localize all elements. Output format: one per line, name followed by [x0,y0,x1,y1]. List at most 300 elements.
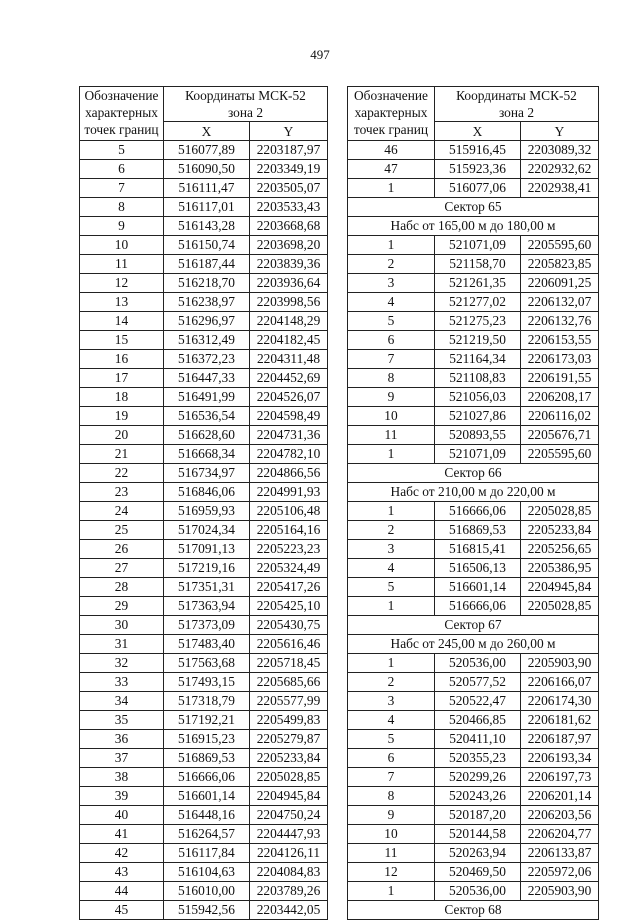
coord-y: 2206153,55 [521,331,599,350]
point-id: 1 [348,654,435,673]
table-row [348,578,599,597]
table-row [348,350,599,369]
table-row [80,616,328,635]
coord-y: 2206091,25 [521,274,599,293]
header-line: точек границ [84,122,159,137]
coord-x: 520536,00 [435,882,521,901]
coord-x: 516668,34 [164,445,250,464]
table-row [80,464,328,483]
table-row [348,749,599,768]
table-row [80,730,328,749]
coord-x: 516312,49 [164,331,250,350]
table-row [348,540,599,559]
coord-x: 516666,06 [435,502,521,521]
coord-x: 516090,50 [164,160,250,179]
point-id: 5 [348,578,435,597]
coord-y: 2204945,84 [250,787,328,806]
coord-y: 2205903,90 [521,654,599,673]
table-row [80,559,328,578]
coord-y: 2205106,48 [250,502,328,521]
header-point-label [348,87,435,141]
coord-x: 517219,16 [164,559,250,578]
point-id: 3 [348,692,435,711]
coord-y: 2204311,48 [250,350,328,369]
table-row [80,635,328,654]
header-x: X [435,122,521,141]
table-row [80,768,328,787]
coord-y: 2205595,60 [521,445,599,464]
point-id: 6 [348,331,435,350]
point-id: 5 [348,730,435,749]
section-row [348,901,599,920]
section-label: Набс от 245,00 м до 260,00 м [348,635,599,654]
coord-y: 2205386,95 [521,559,599,578]
coord-y: 2202938,41 [521,179,599,198]
coord-y: 2206132,07 [521,293,599,312]
point-id: 8 [348,787,435,806]
coord-x: 516010,00 [164,882,250,901]
table-row [80,236,328,255]
point-id: 32 [80,654,164,673]
coord-y: 2205616,46 [250,635,328,654]
point-id: 1 [348,597,435,616]
coord-y: 2205823,85 [521,255,599,274]
coord-y: 2206201,14 [521,787,599,806]
table-row [80,502,328,521]
coord-y: 2204945,84 [521,578,599,597]
coord-y: 2203533,43 [250,198,328,217]
header-x: X [164,122,250,141]
header-line: зона 2 [498,105,535,120]
coord-x: 516143,28 [164,217,250,236]
table-row [348,388,599,407]
table-row [80,179,328,198]
table-row [80,160,328,179]
header-coordinates-title [435,87,599,122]
table-row [348,597,599,616]
coord-x: 516869,53 [435,521,521,540]
coord-y: 2205718,45 [250,654,328,673]
table-row [80,692,328,711]
coord-y: 2206133,87 [521,844,599,863]
coord-y: 2203349,19 [250,160,328,179]
coord-y: 2205972,06 [521,863,599,882]
table-row [80,673,328,692]
coord-x: 521275,23 [435,312,521,331]
header-y: Y [250,122,328,141]
coord-x: 521071,09 [435,445,521,464]
table-row [348,274,599,293]
table-row [80,483,328,502]
coord-y: 2204731,36 [250,426,328,445]
coord-x: 516117,01 [164,198,250,217]
table-row [348,502,599,521]
coord-y: 2205233,84 [250,749,328,768]
table-row [348,141,599,160]
coord-x: 517351,31 [164,578,250,597]
coord-y: 2204782,10 [250,445,328,464]
table-row [348,654,599,673]
point-id: 26 [80,540,164,559]
point-id: 29 [80,597,164,616]
coord-y: 2203998,56 [250,293,328,312]
coord-y: 2205279,87 [250,730,328,749]
table-row [80,882,328,901]
coord-y: 2206116,02 [521,407,599,426]
point-id: 18 [80,388,164,407]
coord-x: 520243,26 [435,787,521,806]
table-row [348,787,599,806]
coord-y: 2204750,24 [250,806,328,825]
coord-x: 520522,47 [435,692,521,711]
coord-y: 2206173,03 [521,350,599,369]
coord-y: 2205577,99 [250,692,328,711]
coord-y: 2205028,85 [521,502,599,521]
header-line: Обозначение [84,88,159,103]
coord-x: 516959,93 [164,502,250,521]
point-id: 1 [348,445,435,464]
point-id: 4 [348,711,435,730]
coord-x: 517318,79 [164,692,250,711]
coord-x: 521219,50 [435,331,521,350]
table-row [80,255,328,274]
point-id: 38 [80,768,164,787]
coord-y: 2203442,05 [250,901,328,920]
coord-x: 516601,14 [164,787,250,806]
coord-y: 2203668,68 [250,217,328,236]
coord-x: 516150,74 [164,236,250,255]
table-row [348,293,599,312]
coordinates-table-left [79,86,328,920]
point-id: 1 [348,236,435,255]
coord-x: 516536,54 [164,407,250,426]
coord-x: 516628,60 [164,426,250,445]
section-label: Сектор 65 [348,198,599,217]
coord-x: 517363,94 [164,597,250,616]
table-row [80,426,328,445]
coord-x: 520893,55 [435,426,521,445]
page-number: 497 [310,47,330,62]
coord-y: 2205417,26 [250,578,328,597]
table-row [80,331,328,350]
point-id: 11 [348,426,435,445]
coord-x: 520355,23 [435,749,521,768]
coord-y: 2205256,65 [521,540,599,559]
point-id: 10 [348,407,435,426]
table-row [348,825,599,844]
header-line: точек границ [353,122,429,137]
section-label: Набс от 165,00 м до 180,00 м [348,217,599,236]
table-row [80,654,328,673]
point-id: 47 [348,160,435,179]
coord-y: 2205430,75 [250,616,328,635]
coord-x: 515916,45 [435,141,521,160]
table-row [348,179,599,198]
table-row [348,255,599,274]
point-id: 11 [348,844,435,863]
table-row [348,863,599,882]
table-row [80,521,328,540]
coord-y: 2203089,32 [521,141,599,160]
table-row [80,597,328,616]
coord-x: 516111,47 [164,179,250,198]
table-row [80,407,328,426]
coord-y: 2206187,97 [521,730,599,749]
coord-y: 2205903,90 [521,882,599,901]
coord-y: 2206197,73 [521,768,599,787]
point-id: 10 [348,825,435,844]
section-label: Сектор 66 [348,464,599,483]
coord-x: 520144,58 [435,825,521,844]
point-id: 8 [80,198,164,217]
coord-y: 2206181,62 [521,711,599,730]
point-id: 8 [348,369,435,388]
coord-x: 521108,83 [435,369,521,388]
table-row [348,730,599,749]
coord-y: 2203789,26 [250,882,328,901]
coord-y: 2206166,07 [521,673,599,692]
coord-x: 517091,13 [164,540,250,559]
coord-x: 521158,70 [435,255,521,274]
table-row [348,844,599,863]
point-id: 15 [80,331,164,350]
point-id: 7 [348,350,435,369]
point-id: 16 [80,350,164,369]
coord-y: 2204991,93 [250,483,328,502]
coord-x: 516915,23 [164,730,250,749]
point-id: 12 [348,863,435,882]
table-row [348,673,599,692]
section-row [348,635,599,654]
coord-y: 2205425,10 [250,597,328,616]
coord-x: 516187,44 [164,255,250,274]
coord-y: 2204182,45 [250,331,328,350]
coord-x: 520577,52 [435,673,521,692]
section-label: Сектор 68 [348,901,599,920]
table-row [80,293,328,312]
point-id: 9 [348,388,435,407]
coord-x: 517373,09 [164,616,250,635]
section-label: Набс от 210,00 м до 220,00 м [348,483,599,502]
section-row [348,483,599,502]
header-line: Координаты МСК-52 [185,88,306,103]
table-body-left [80,141,328,920]
point-id: 9 [80,217,164,236]
point-id: 1 [348,502,435,521]
coord-x: 516264,57 [164,825,250,844]
coord-x: 516077,89 [164,141,250,160]
table-row [348,559,599,578]
coord-x: 516077,06 [435,179,521,198]
point-id: 7 [348,768,435,787]
header-coordinates-title [164,87,328,122]
point-id: 41 [80,825,164,844]
point-id: 6 [80,160,164,179]
coord-x: 520536,00 [435,654,521,673]
point-id: 2 [348,673,435,692]
table-row [80,863,328,882]
table-row [80,350,328,369]
table-row [80,787,328,806]
table-row [80,388,328,407]
coord-x: 517563,68 [164,654,250,673]
point-id: 33 [80,673,164,692]
coord-x: 517192,21 [164,711,250,730]
coord-y: 2204148,29 [250,312,328,331]
coord-x: 520263,94 [435,844,521,863]
coord-y: 2205164,16 [250,521,328,540]
point-id: 42 [80,844,164,863]
point-id: 24 [80,502,164,521]
coord-y: 2205595,60 [521,236,599,255]
table-body-right [348,141,599,920]
point-id: 30 [80,616,164,635]
point-id: 39 [80,787,164,806]
point-id: 1 [348,179,435,198]
point-id: 5 [348,312,435,331]
table-row [348,692,599,711]
coord-y: 2206204,77 [521,825,599,844]
coord-y: 2203187,97 [250,141,328,160]
table-row [80,198,328,217]
coord-y: 2204866,56 [250,464,328,483]
coord-y: 2206208,17 [521,388,599,407]
point-id: 4 [348,293,435,312]
coord-x: 521261,35 [435,274,521,293]
section-row [348,217,599,236]
coord-y: 2204126,11 [250,844,328,863]
point-id: 27 [80,559,164,578]
point-id: 2 [348,255,435,274]
coord-y: 2205324,49 [250,559,328,578]
coord-y: 2206132,76 [521,312,599,331]
coordinates-table-right [347,86,599,920]
coord-y: 2203936,64 [250,274,328,293]
coord-x: 517024,34 [164,521,250,540]
table-row [80,825,328,844]
coord-y: 2205499,83 [250,711,328,730]
point-id: 1 [348,882,435,901]
coord-y: 2205223,23 [250,540,328,559]
table-row [80,312,328,331]
coord-y: 2205233,84 [521,521,599,540]
coord-x: 516666,06 [164,768,250,787]
point-id: 12 [80,274,164,293]
coord-y: 2203505,07 [250,179,328,198]
coord-y: 2206193,34 [521,749,599,768]
section-row [348,198,599,217]
table-row [348,445,599,464]
point-id: 36 [80,730,164,749]
table-row [80,141,328,160]
coord-x: 517483,40 [164,635,250,654]
table-row [80,711,328,730]
coord-x: 515942,56 [164,901,250,920]
section-row [348,464,599,483]
point-id: 35 [80,711,164,730]
coord-x: 516666,06 [435,597,521,616]
table-row [80,217,328,236]
table-row [80,445,328,464]
table-row [348,768,599,787]
coord-x: 520299,26 [435,768,521,787]
point-id: 10 [80,236,164,255]
header-point-label [80,87,164,141]
table-row [348,369,599,388]
coord-x: 516869,53 [164,749,250,768]
header-line: характерных [85,105,158,120]
point-id: 3 [348,540,435,559]
point-id: 5 [80,141,164,160]
point-id: 25 [80,521,164,540]
coord-x: 516104,63 [164,863,250,882]
coord-y: 2205028,85 [521,597,599,616]
coord-x: 516815,41 [435,540,521,559]
point-id: 14 [80,312,164,331]
table-row [80,369,328,388]
coord-y: 2204447,93 [250,825,328,844]
table-row [348,806,599,825]
point-id: 13 [80,293,164,312]
table-row [348,331,599,350]
header-line: Координаты МСК-52 [456,88,577,103]
point-id: 11 [80,255,164,274]
coord-x: 516448,16 [164,806,250,825]
point-id: 23 [80,483,164,502]
coord-y: 2206174,30 [521,692,599,711]
point-id: 19 [80,407,164,426]
coord-y: 2204452,69 [250,369,328,388]
table-row [80,749,328,768]
header-y: Y [521,122,599,141]
coord-y: 2205685,66 [250,673,328,692]
coord-x: 521027,86 [435,407,521,426]
header-line: зона 2 [227,105,264,120]
table-row [348,160,599,179]
coord-x: 516846,06 [164,483,250,502]
coord-y: 2205028,85 [250,768,328,787]
point-id: 46 [348,141,435,160]
coord-x: 515923,36 [435,160,521,179]
table-row [80,806,328,825]
table-row [80,578,328,597]
coord-y: 2203698,20 [250,236,328,255]
point-id: 20 [80,426,164,445]
coord-y: 2203839,36 [250,255,328,274]
table-row [80,901,328,920]
coord-x: 516601,14 [435,578,521,597]
coord-x: 516506,13 [435,559,521,578]
section-row [348,616,599,635]
coord-x: 520469,50 [435,863,521,882]
section-label: Сектор 67 [348,616,599,635]
header-line: характерных [354,105,428,120]
point-id: 6 [348,749,435,768]
table-row [348,312,599,331]
coord-y: 2205676,71 [521,426,599,445]
coord-x: 516734,97 [164,464,250,483]
coord-x: 516218,70 [164,274,250,293]
point-id: 17 [80,369,164,388]
coord-y: 2206191,55 [521,369,599,388]
coord-x: 520466,85 [435,711,521,730]
point-id: 31 [80,635,164,654]
coord-x: 516372,23 [164,350,250,369]
coord-x: 521164,34 [435,350,521,369]
coord-y: 2202932,62 [521,160,599,179]
point-id: 22 [80,464,164,483]
coord-x: 517493,15 [164,673,250,692]
